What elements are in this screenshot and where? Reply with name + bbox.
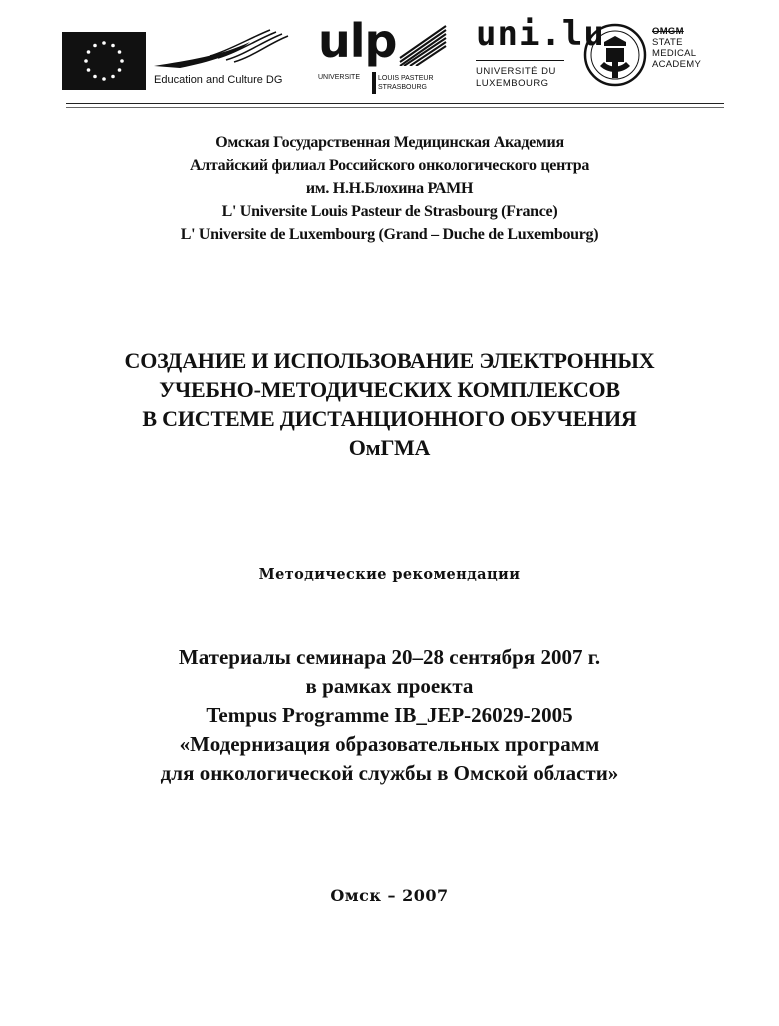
institution-line: L' Universite de Luxembourg (Grand – Duche de Luxembourg) — [180, 226, 599, 243]
title-line: ОмГМА — [348, 435, 431, 460]
document-title — [0, 346, 779, 462]
unilu-rule — [476, 60, 564, 61]
materials-line: для онкологической службы в Омской области» — [160, 761, 619, 785]
ulp-lines-icon — [398, 22, 450, 66]
document-subtitle: Методические рекомендации — [258, 566, 521, 583]
ulp-wordmark: ulp — [318, 14, 397, 68]
partner-logos — [0, 14, 779, 100]
institution-line: Алтайский филиал Российского онкологического центра — [189, 157, 590, 174]
materials-line: Tempus Programme IB_JEP-26029-2005 — [206, 703, 573, 727]
materials-line: Материалы семинара 20–28 сентября 2007 г. — [178, 645, 601, 669]
ulp-logo — [314, 14, 454, 98]
institutions-list — [0, 131, 779, 246]
education-culture-caption: Education and Culture DG — [154, 74, 283, 86]
ulp-caption-right: LOUIS PASTEUR STRASBOURG — [378, 75, 434, 91]
city-year: Омск – 2007 — [330, 886, 449, 905]
title-line: В СИСТЕМЕ ДИСТАНЦИОННОГО ОБУЧЕНИЯ — [142, 406, 637, 431]
materials-line: в рамках проекта — [305, 674, 474, 698]
education-culture-logo — [150, 26, 300, 92]
header-rule-top — [66, 103, 724, 104]
academy-caption: OMGM STATE MEDICAL ACADEMY — [652, 26, 702, 70]
eu-flag-icon — [62, 32, 146, 90]
title-line: СОЗДАНИЕ И ИСПОЛЬЗОВАНИЕ ЭЛЕКТРОННЫХ — [124, 348, 655, 373]
swoosh-icon — [150, 26, 300, 72]
institution-line: им. Н.Н.Блохина РАМН — [305, 180, 474, 197]
unilu-wordmark: uni.lu — [476, 14, 605, 54]
institution-line: Омская Государственная Медицинская Академия — [215, 134, 564, 151]
header-rule-bottom — [66, 107, 724, 108]
seminar-materials — [0, 643, 779, 788]
academy-logo — [582, 22, 722, 98]
materials-line: «Модернизация образовательных программ — [179, 732, 600, 756]
unilu-logo — [472, 14, 605, 100]
academy-seal-icon — [582, 22, 648, 88]
institution-line: L' Universite Louis Pasteur de Strasbourg (France) — [221, 203, 558, 220]
unilu-caption: UNIVERSITÉ DU LUXEMBOURG — [476, 66, 556, 89]
title-line: УЧЕБНО-МЕТОДИЧЕСКИХ КОМПЛЕКСОВ — [159, 377, 620, 402]
ulp-caption-left: UNIVERSITE — [318, 74, 361, 81]
ulp-divider — [372, 72, 376, 94]
